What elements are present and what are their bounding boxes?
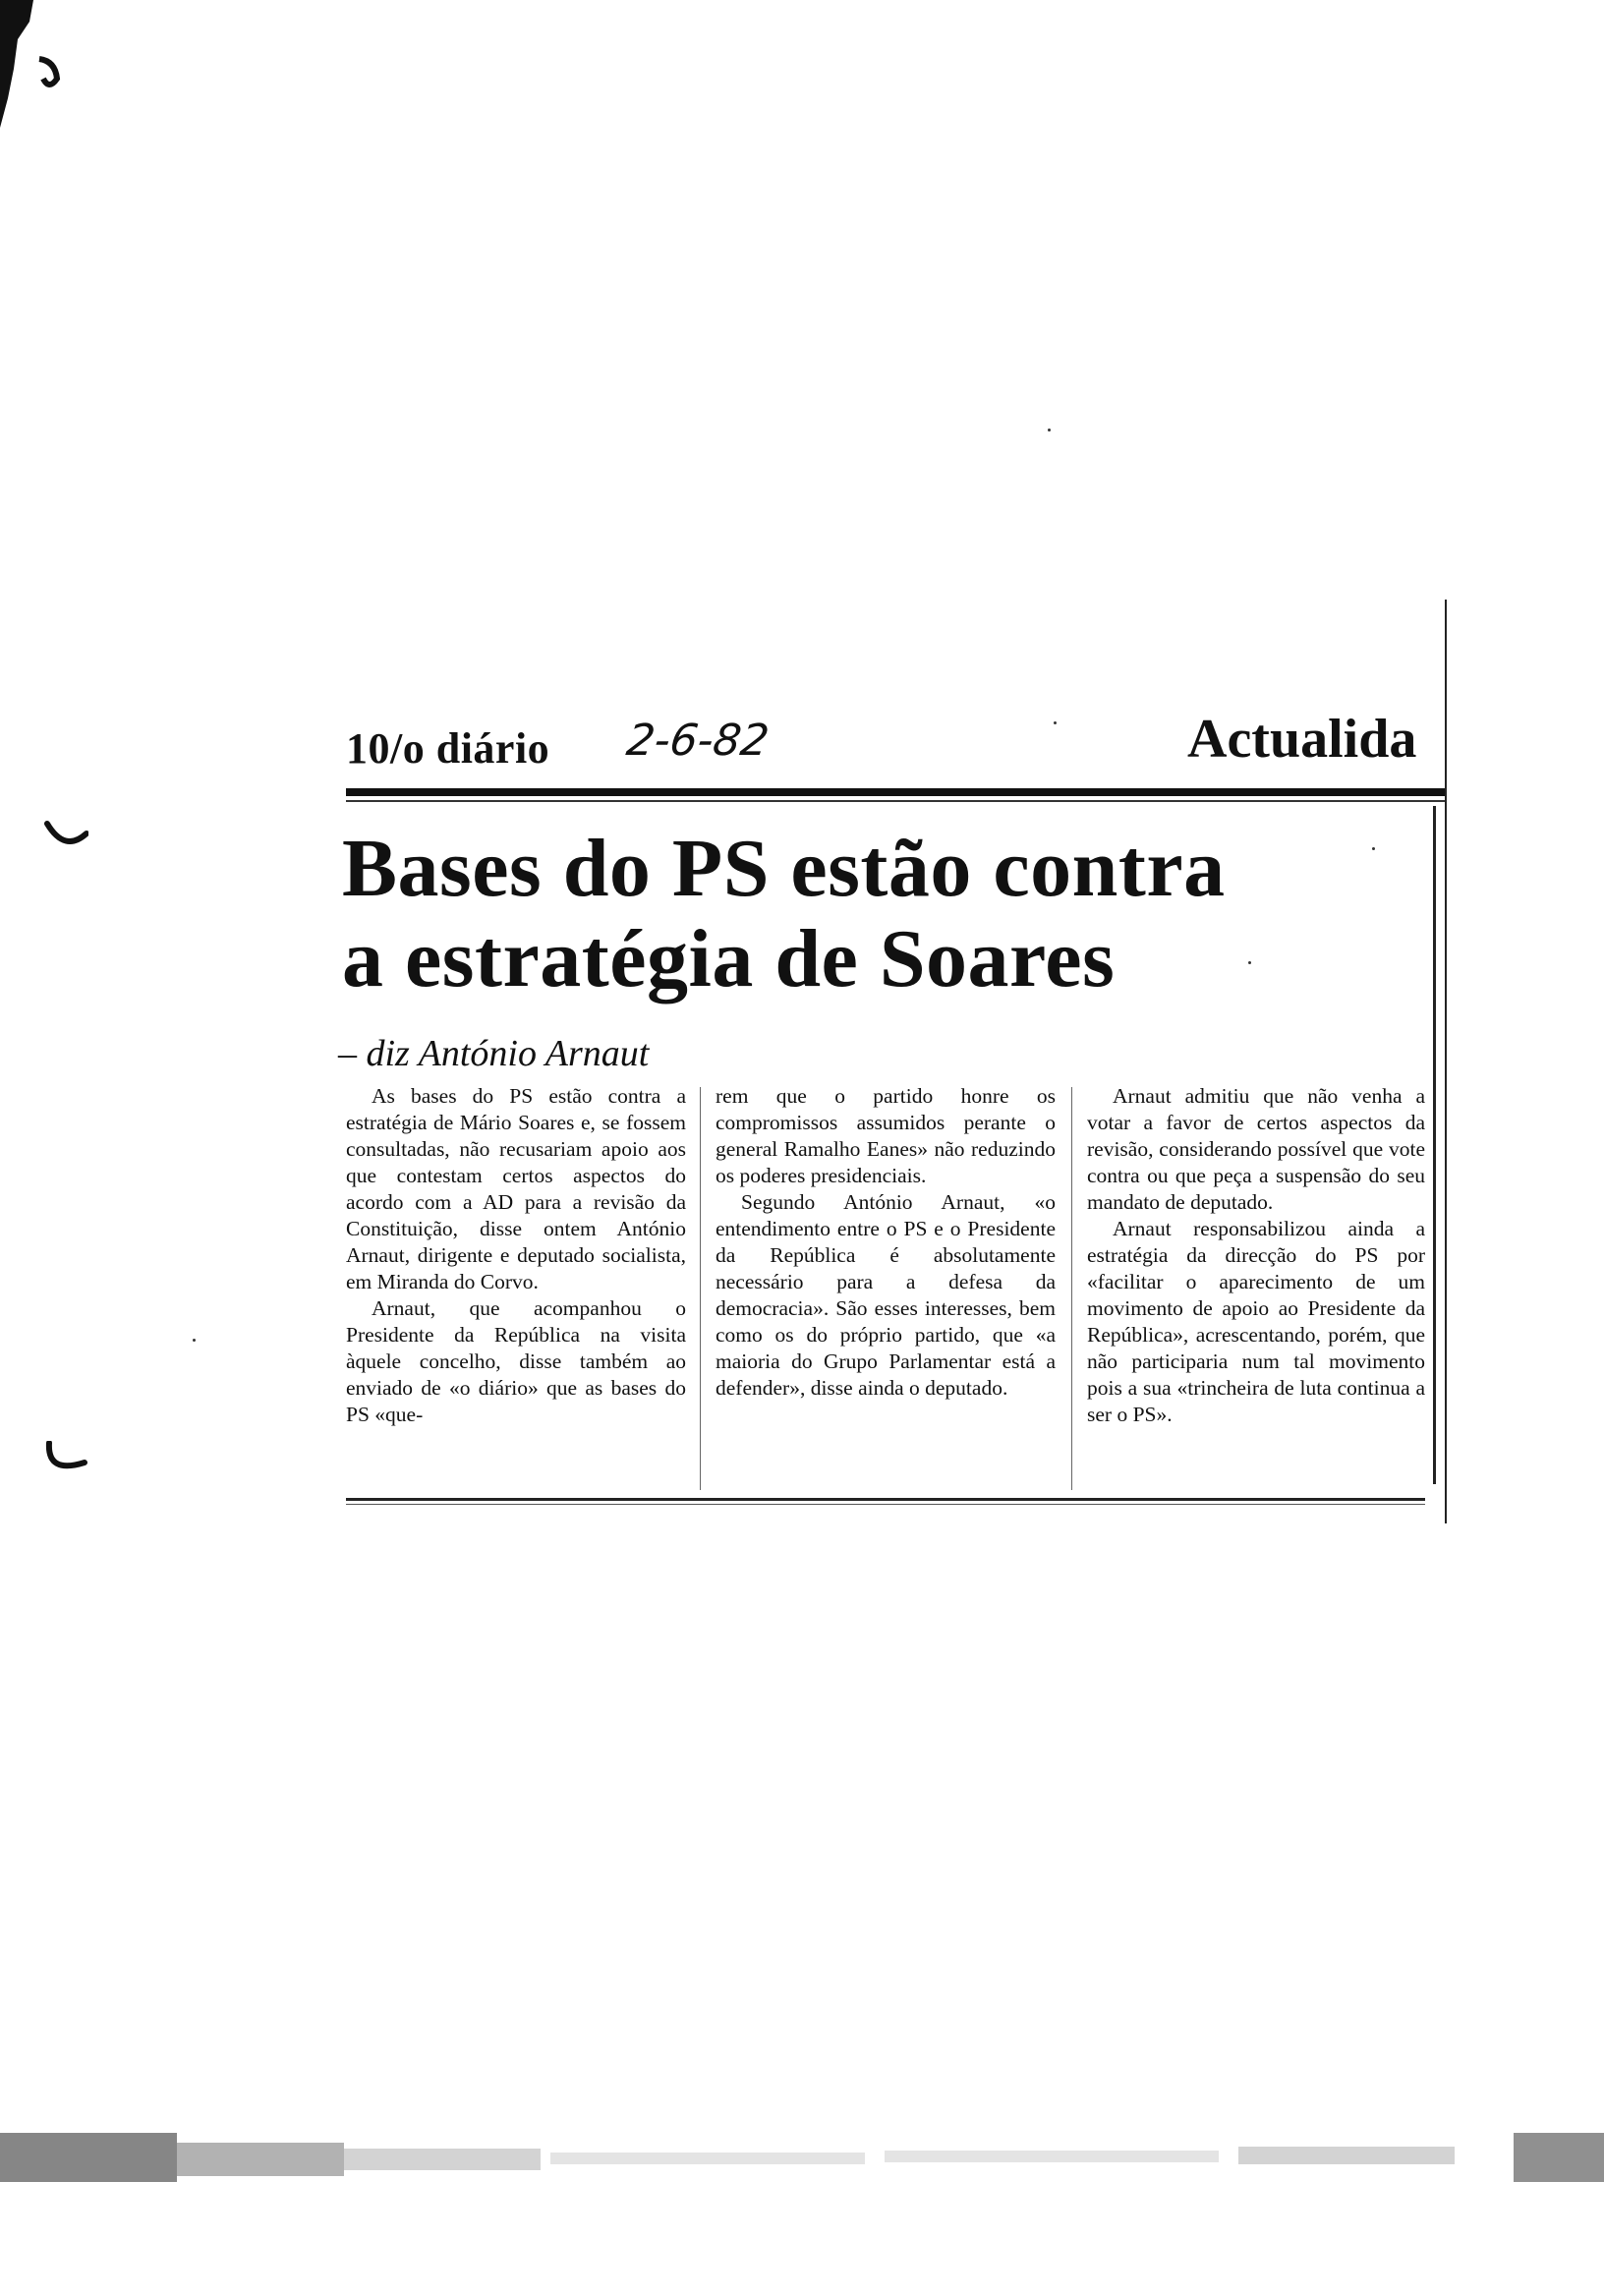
article-bottom-rule: [346, 1498, 1425, 1501]
paragraph: Arnaut responsabilizou ainda a estratégia da direcção do PS por «facilitar o aparecimento de um movimento de apoio ao Presidente da República», acrescentando, porém, que não participaria num tal movimento pois a sua «trincheira de luta continua a ser o PS».: [1087, 1217, 1425, 1426]
column-divider: [700, 1087, 701, 1490]
article-byline: – diz António Arnaut: [338, 1033, 650, 1074]
paragraph: Segundo António Arnaut, «o entendimento entre o PS e o Presidente da República é absolutamente necessário para a defesa da democracia». São esses interesses, bem como os do próprio partido, que «a maioria do Grupo Parlamentar está a defender», disse ainda o deputado.: [716, 1190, 1056, 1400]
clipping-edge-line: [1433, 806, 1436, 1484]
paragraph: rem que o partido honre os compromissos assumidos perante o general Ramalho Eanes» não reduzindo os poderes presidenciais.: [716, 1084, 1056, 1187]
section-name: Actualida: [1187, 709, 1417, 769]
scan-noise-strip: [0, 2113, 1604, 2202]
scan-speck: [1054, 721, 1057, 724]
paragraph: Arnaut admitiu que não venha a votar a favor de certos aspectos da revisão, considerando possível que vote contra ou que peça a suspensão do seu mandato de deputado.: [1087, 1084, 1425, 1214]
article-column-2: [716, 1083, 1056, 1402]
article-column-3: [1087, 1083, 1425, 1428]
scan-speck: [193, 1339, 196, 1342]
masthead-rule: [346, 788, 1445, 796]
paragraph: Arnaut, que acompanhou o Presidente da República na visita àquele concelho, disse também ao enviado de «o diário» que as bases do PS «que-: [346, 1296, 686, 1426]
article-headline: [342, 824, 1433, 1004]
punch-hole-mark: [43, 820, 88, 853]
column-divider: [1071, 1087, 1072, 1490]
headline-line-1: Bases do PS estão contra: [342, 823, 1226, 914]
paragraph: As bases do PS estão contra a estratégia de Mário Soares e, se fossem consultadas, não recusariam apoio aos que contestam certos aspectos do acordo com a AD para a revisão da Constituição, disse ontem António Arnaut, dirigente e deputado socialista, em Miranda do Corvo.: [346, 1084, 686, 1293]
corner-ink-mark: [0, 0, 69, 138]
punch-hole-mark: [43, 1441, 88, 1474]
newspaper-name: 10/o diário: [346, 724, 550, 773]
handwritten-date: 2-6-82: [623, 716, 773, 766]
article-bottom-rule-thin: [346, 1504, 1425, 1505]
masthead-rule-thin: [346, 800, 1445, 802]
article-column-1: [346, 1083, 686, 1428]
headline-line-2: a estratégia de Soares: [342, 913, 1116, 1004]
scan-speck: [1048, 429, 1051, 431]
